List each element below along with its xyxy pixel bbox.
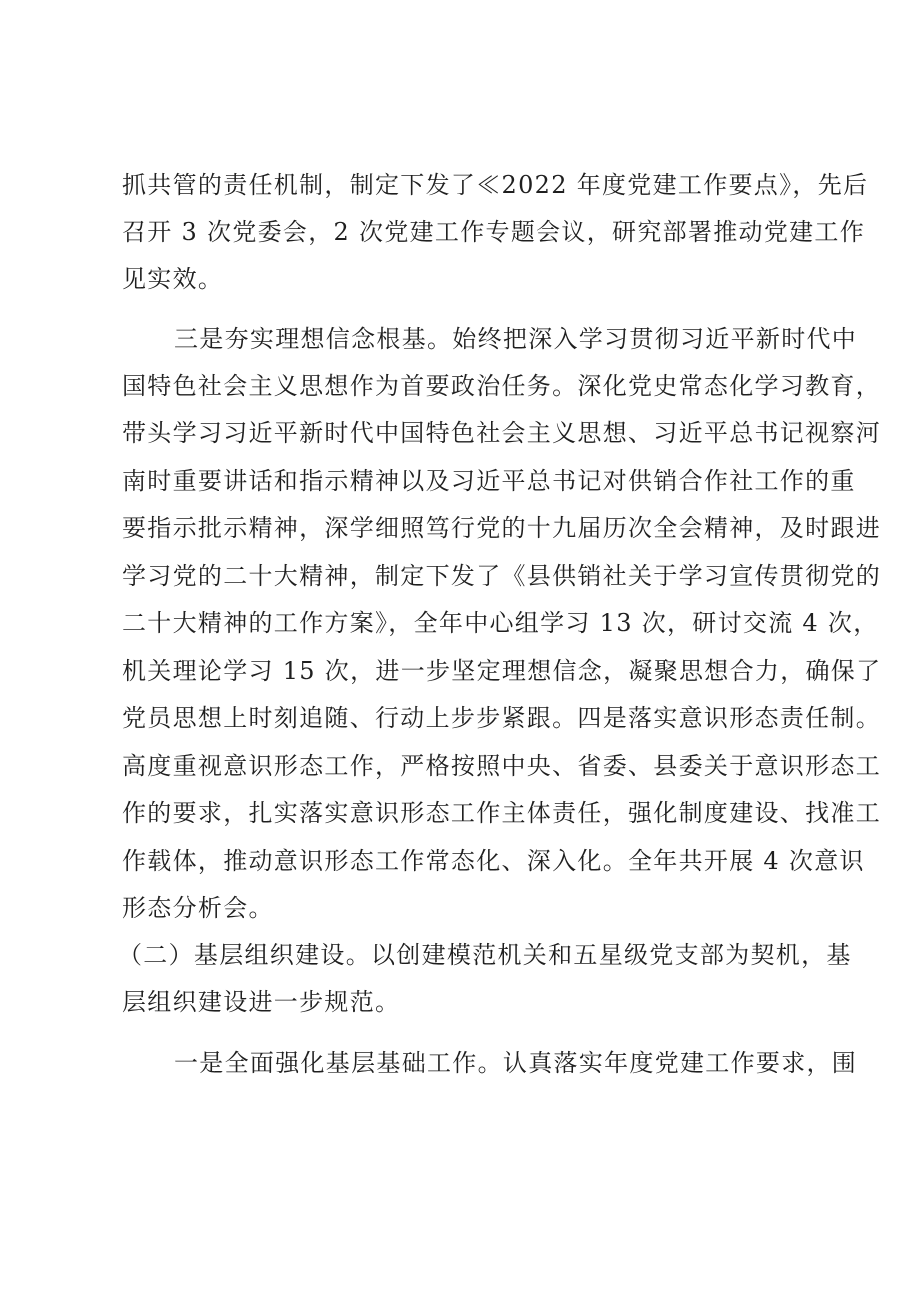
text-line: 形态分析会。 — [122, 894, 274, 922]
text-line: 带头学习习近平新时代中国特色社会主义思想、习近平总书记视察河 — [122, 419, 881, 447]
text-line: 国特色社会主义思想作为首要政治任务。深化党史常态化学习教育， — [122, 372, 881, 400]
text-line: 二十大精神的工作方案》，全年中心组学习 13 次，研讨交流 4 次， — [122, 609, 879, 637]
text-line: 机关理论学习 15 次，进一步坚定理想信念，凝聚思想合力，确保了 — [122, 657, 882, 685]
text-line: 要指示批示精神，深学细照笃行党的十九届历次全会精神，及时跟进 — [122, 514, 881, 542]
text-line: 层组织建设进一步规范。 — [122, 988, 401, 1016]
text-line: 作的要求，扎实落实意识形态工作主体责任，强化制度建设、找准工 — [122, 799, 881, 827]
text-line: 高度重视意识形态工作，严格按照中央、省委、县委关于意识形态工 — [122, 752, 881, 780]
text-line: 召开 3 次党委会，2 次党建工作专题会议，研究部署推动党建工作 — [122, 218, 866, 246]
text-line: 党员思想上时刻追随、行动上步步紧跟。四是落实意识形态责任制。 — [122, 704, 881, 732]
text-line: 学习党的二十大精神，制定下发了《县供销社关于学习宣传贯彻党的 — [122, 562, 881, 590]
text-line: 见实效。 — [122, 265, 224, 293]
text-line: 一是全面强化基层基础工作。认真落实年度党建工作要求，围 — [174, 1049, 858, 1077]
text-line: 抓共管的责任机制，制定下发了≪2022 年度党建工作要点》，先后 — [122, 171, 869, 199]
text-line: 作载体，推动意识形态工作常态化、深入化。全年共开展 4 次意识 — [122, 847, 865, 875]
text-line: （二）基层组织建设。以创建模范机关和五星级党支部为契机，基 — [118, 941, 852, 969]
text-line: 南时重要讲话和指示精神以及习近平总书记对供销合作社工作的重 — [122, 467, 856, 495]
text-line: 三是夯实理想信念根基。始终把深入学习贯彻习近平新时代中 — [174, 325, 858, 353]
